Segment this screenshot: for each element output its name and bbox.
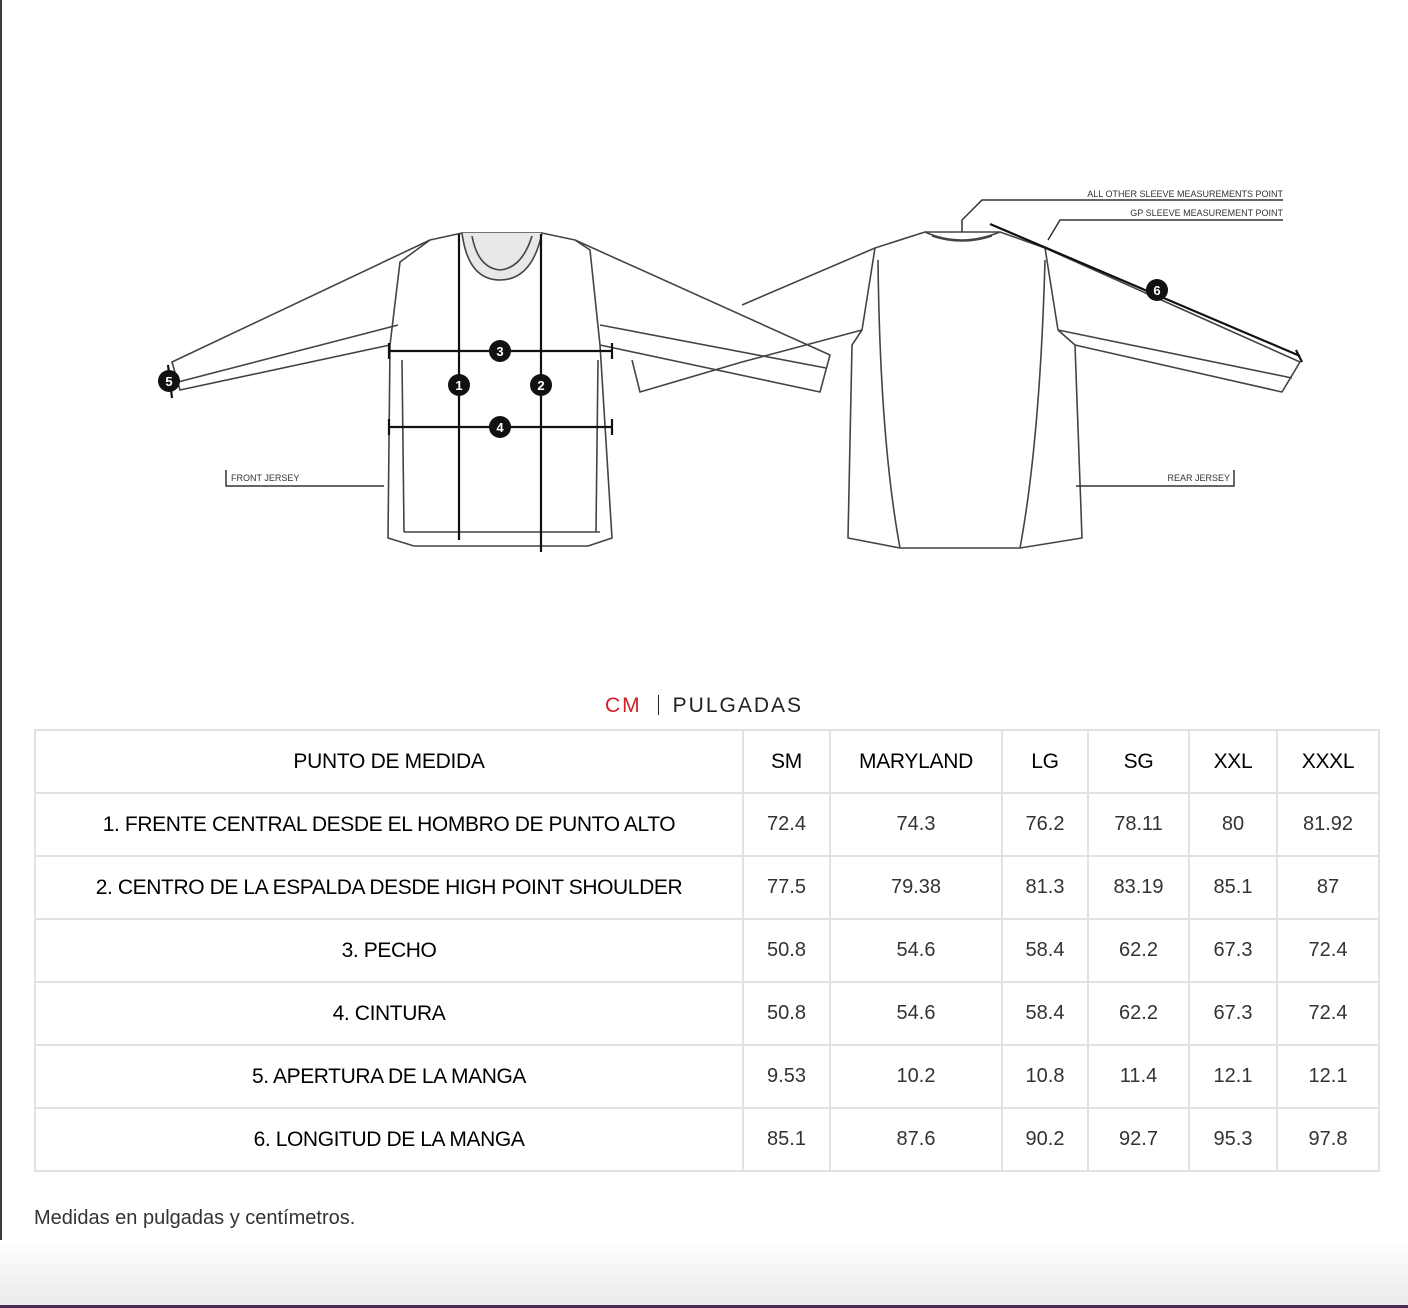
table-row [35,982,1379,1045]
table-cell: 83.19 [1088,856,1189,919]
row-label: 4. CINTURA [35,982,743,1045]
table-cell: 67.3 [1189,919,1277,982]
table-cell: 67.3 [1189,982,1277,1045]
table-cell: 50.8 [743,982,830,1045]
table-cell: 12.1 [1189,1045,1277,1108]
table-cell: 85.1 [1189,856,1277,919]
marker-1-label: 1 [455,378,463,393]
table-cell: 72.4 [743,793,830,856]
unit-cm-option[interactable]: CM [604,694,642,717]
table-cell: 92.7 [1088,1108,1189,1171]
table-cell: 72.4 [1277,982,1379,1045]
marker-5-label: 5 [165,374,173,389]
table-cell: 80 [1189,793,1277,856]
table-cell: 62.2 [1088,919,1189,982]
rear-jersey-label: REAR JERSEY [1167,473,1230,483]
row-label: 5. APERTURA DE LA MANGA [35,1045,743,1108]
row-label: 6. LONGITUD DE LA MANGA [35,1108,743,1171]
header-size-sg: SG [1088,730,1189,793]
table-cell: 10.8 [1002,1045,1088,1108]
table-cell: 50.8 [743,919,830,982]
table-cell: 97.8 [1277,1108,1379,1171]
table-cell: 95.3 [1189,1108,1277,1171]
table-row [35,793,1379,856]
front-jersey-label: FRONT JERSEY [231,473,300,483]
bottom-fade [0,1240,1408,1308]
table-cell: 85.1 [743,1108,830,1171]
marker-3-label: 3 [496,344,504,359]
size-chart-table [34,729,1380,1172]
row-label: 2. CENTRO DE LA ESPALDA DESDE HIGH POINT SHOULDER [35,856,743,919]
all-other-sleeve-label: ALL OTHER SLEEVE MEASUREMENTS POINT [1087,189,1283,199]
marker-2-label: 2 [537,378,545,393]
table-cell: 81.92 [1277,793,1379,856]
jersey-measurement-diagram [140,175,1310,575]
table-cell: 87 [1277,856,1379,919]
table-cell: 90.2 [1002,1108,1088,1171]
table-cell: 87.6 [830,1108,1002,1171]
table-cell: 77.5 [743,856,830,919]
window-left-edge [0,0,2,1308]
table-cell: 76.2 [1002,793,1088,856]
table-header-row [35,730,1379,793]
header-size-xxl: XXL [1189,730,1277,793]
table-cell: 58.4 [1002,982,1088,1045]
table-cell: 54.6 [830,919,1002,982]
table-cell: 58.4 [1002,919,1088,982]
table-row [35,1108,1379,1171]
header-size-lg: LG [1002,730,1088,793]
table-cell: 74.3 [830,793,1002,856]
unit-toggle [0,694,1408,718]
table-cell: 72.4 [1277,919,1379,982]
header-size-xxxl: XXXL [1277,730,1379,793]
table-cell: 78.11 [1088,793,1189,856]
unit-inches-option[interactable]: PULGADAS [672,694,804,717]
marker-4-label: 4 [496,420,504,435]
table-row [35,1045,1379,1108]
row-label: 3. PECHO [35,919,743,982]
row-label: 1. FRENTE CENTRAL DESDE EL HOMBRO DE PUNTO ALTO [35,793,743,856]
table-cell: 12.1 [1277,1045,1379,1108]
unit-separator [658,695,659,715]
table-row [35,919,1379,982]
table-cell: 81.3 [1002,856,1088,919]
gp-sleeve-label: GP SLEEVE MEASUREMENT POINT [1130,208,1283,218]
marker-6-label: 6 [1153,283,1161,298]
table-cell: 54.6 [830,982,1002,1045]
measurement-footnote: Medidas en pulgadas y centímetros. [34,1207,356,1229]
table-row [35,856,1379,919]
table-cell: 11.4 [1088,1045,1189,1108]
table-cell: 10.2 [830,1045,1002,1108]
header-measurement-point: PUNTO DE MEDIDA [35,730,743,793]
table-cell: 79.38 [830,856,1002,919]
table-cell: 9.53 [743,1045,830,1108]
table-cell: 62.2 [1088,982,1189,1045]
header-size-maryland: MARYLAND [830,730,1002,793]
header-size-sm: SM [743,730,830,793]
